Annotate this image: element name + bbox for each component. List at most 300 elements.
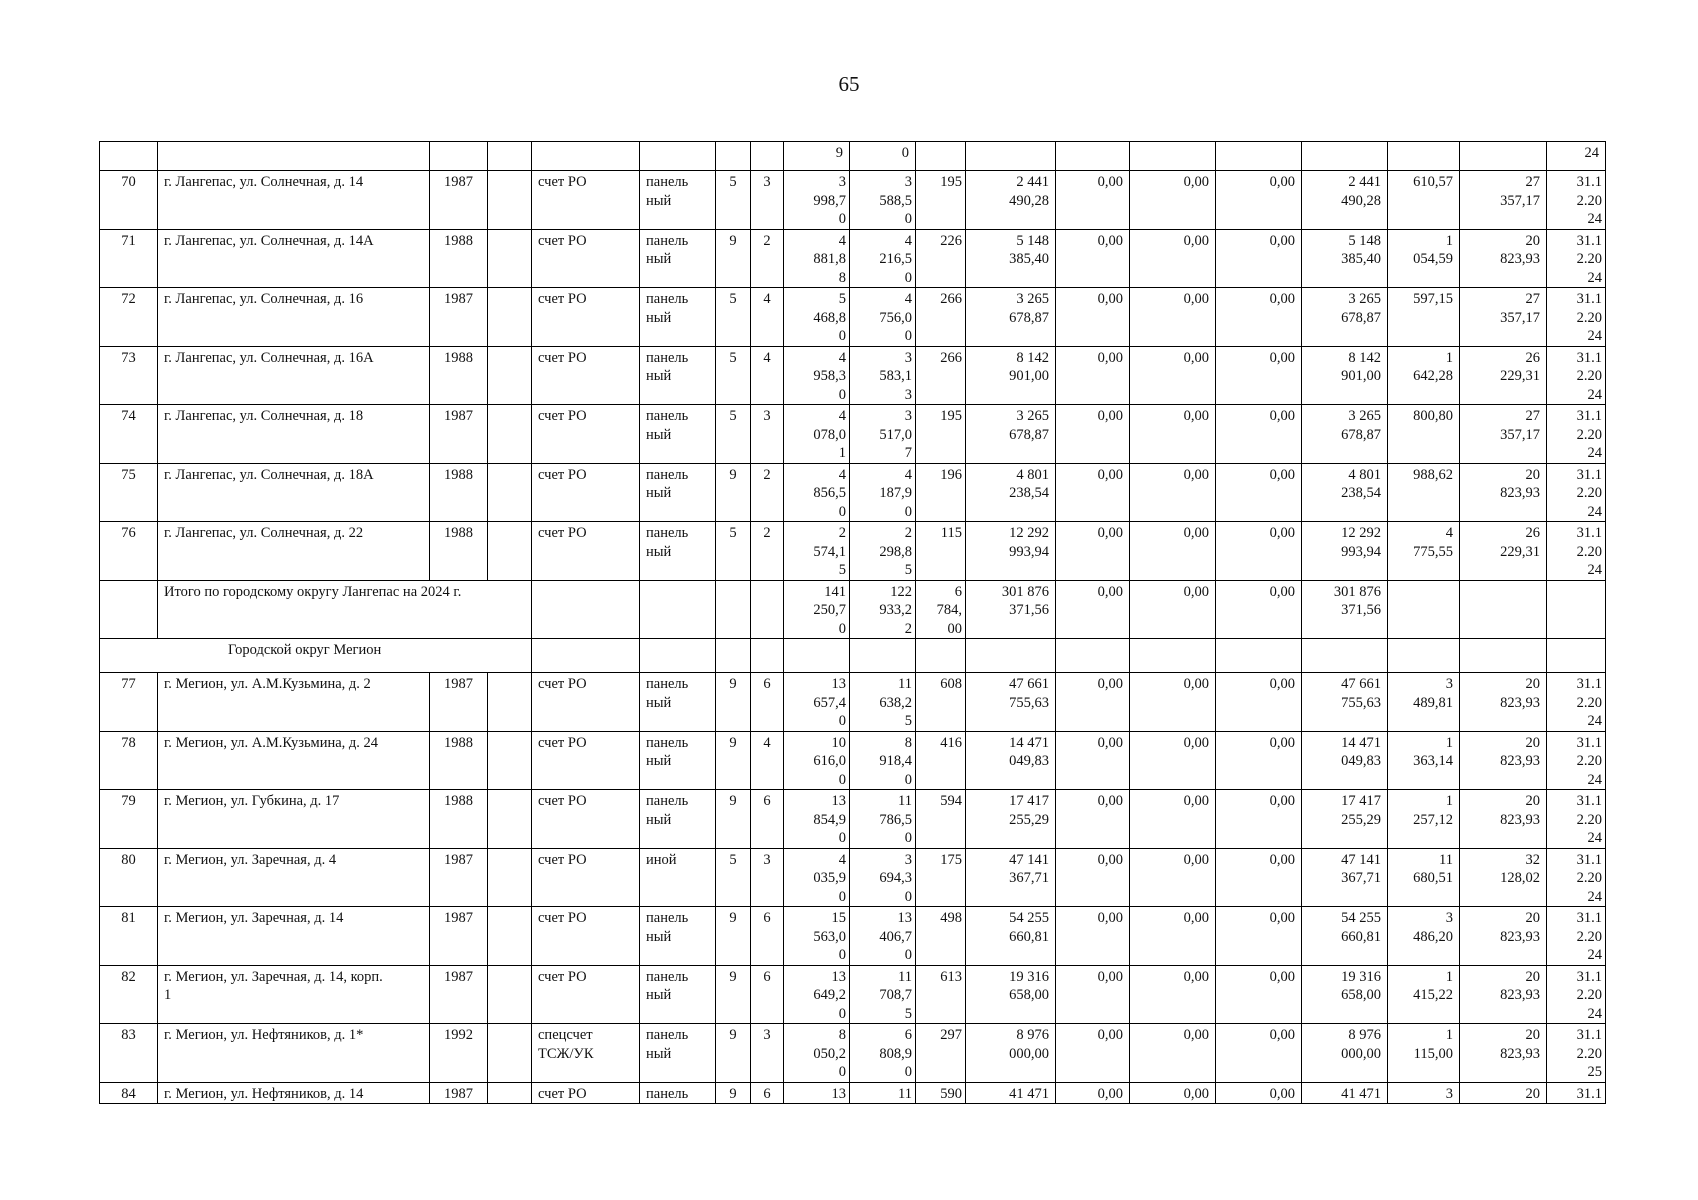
- cell-floors: 5: [716, 346, 751, 405]
- cell-fund-3: 0,00: [1216, 346, 1302, 405]
- cell-fund-1: 0,00: [1056, 965, 1130, 1024]
- cell-area-res: 3 694,3 0: [850, 848, 916, 907]
- cell-limit-cost: 27 357,17: [1460, 288, 1547, 347]
- cell-fund-2: 0,00: [1130, 731, 1216, 790]
- cell-fund-1: 0,00: [1056, 907, 1130, 966]
- cell-fund-1: 0,00: [1056, 463, 1130, 522]
- cell-account: спецсчет ТСЖ/УК: [532, 1024, 640, 1083]
- register-table: [99, 141, 1606, 1104]
- table-row: [100, 346, 1606, 405]
- cell-cost-total: 54 255 660,81: [966, 907, 1056, 966]
- cell-area-total: 13: [784, 1082, 850, 1104]
- cell-empty: [488, 171, 532, 230]
- table-row: [100, 171, 1606, 230]
- cell-fund-1: 0,00: [1056, 790, 1130, 849]
- cell-empty: [488, 229, 532, 288]
- cell-empty: [488, 731, 532, 790]
- cell-empty: [488, 522, 532, 581]
- cell-account: счет РО: [532, 848, 640, 907]
- cell-address: г. Мегион, ул. А.М.Кузьмина, д. 24: [158, 731, 430, 790]
- cell-deadline: 31.1 2.20 24: [1547, 965, 1606, 1024]
- cell-deadline: 31.1 2.20 24: [1547, 288, 1606, 347]
- cell-cost-total: 4 801 238,54: [966, 463, 1056, 522]
- cell-cost-total: 41 471: [966, 1082, 1056, 1104]
- cell-area-res: 11 786,5 0: [850, 790, 916, 849]
- cell-unit-cost: 597,15: [1388, 288, 1460, 347]
- cell-fund-own: 47 141 367,71: [1302, 848, 1388, 907]
- cell-material: панель ный: [640, 171, 716, 230]
- cell-empty: [488, 1024, 532, 1083]
- cell-cost-total: 8 976 000,00: [966, 1024, 1056, 1083]
- cell-fund-3: 0,00: [1216, 1024, 1302, 1083]
- cell-number: 78: [100, 731, 158, 790]
- cell-entrances: 6: [751, 673, 784, 732]
- cell-account: счет РО: [532, 463, 640, 522]
- cell-limit-cost: 20 823,93: [1460, 673, 1547, 732]
- cell-entrances: 3: [751, 1024, 784, 1083]
- cell-area-res: 3 583,1 3: [850, 346, 916, 405]
- cell-unit-cost: 1 115,00: [1388, 1024, 1460, 1083]
- cell-empty: [488, 673, 532, 732]
- cell-year: 1987: [430, 848, 488, 907]
- cell-fund-3: 0,00: [1216, 731, 1302, 790]
- total-fund1: 0,00: [1056, 580, 1130, 639]
- cell-entrances: 2: [751, 463, 784, 522]
- total-area-res: 122 933,2 2: [850, 580, 916, 639]
- cell-fund-own: 54 255 660,81: [1302, 907, 1388, 966]
- cell-floors: 9: [716, 673, 751, 732]
- cell-fund-2: 0,00: [1130, 229, 1216, 288]
- cell-limit-cost: 20 823,93: [1460, 731, 1547, 790]
- cell-fund-2: 0,00: [1130, 346, 1216, 405]
- cell-limit-cost: 20 823,93: [1460, 907, 1547, 966]
- cell-year: 1988: [430, 522, 488, 581]
- cell-residents: 608: [916, 673, 966, 732]
- cell-empty: [488, 346, 532, 405]
- cell-entrances: 6: [751, 790, 784, 849]
- cell-area-res: 11 638,2 5: [850, 673, 916, 732]
- cell-fund-own: 2 441 490,28: [1302, 171, 1388, 230]
- cell-fund-1: 0,00: [1056, 288, 1130, 347]
- cell-fund-3: 0,00: [1216, 790, 1302, 849]
- cell-residents: 175: [916, 848, 966, 907]
- total-row: [100, 580, 1606, 639]
- cell-limit-cost: 26 229,31: [1460, 522, 1547, 581]
- cell-fund-2: 0,00: [1130, 522, 1216, 581]
- total-residents: 6 784, 00: [916, 580, 966, 639]
- page-number: 65: [838, 72, 860, 96]
- cell-unit-cost: 988,62: [1388, 463, 1460, 522]
- cell-cost-total: 12 292 993,94: [966, 522, 1056, 581]
- cell-deadline: 31.1 2.20 24: [1547, 848, 1606, 907]
- cell-deadline: 31.1 2.20 24: [1547, 731, 1606, 790]
- cell-area-total: 15 563,0 0: [784, 907, 850, 966]
- cell-area-total: 8 050,2 0: [784, 1024, 850, 1083]
- cell-fund-1: 0,00: [1056, 229, 1130, 288]
- cell-fund-3: 0,00: [1216, 965, 1302, 1024]
- cell-entrances: 3: [751, 405, 784, 464]
- cell-material: иной: [640, 848, 716, 907]
- cell-number: 71: [100, 229, 158, 288]
- cell-area-total: 4 035,9 0: [784, 848, 850, 907]
- cell-area-total: 4 881,8 8: [784, 229, 850, 288]
- cell-fund-2: 0,00: [1130, 405, 1216, 464]
- cell-unit-cost: 3: [1388, 1082, 1460, 1104]
- section-title: Городской округ Мегион: [100, 639, 532, 673]
- cell-fund-1: 0,00: [1056, 522, 1130, 581]
- table-row: [100, 907, 1606, 966]
- cell-deadline: 31.1 2.20 24: [1547, 907, 1606, 966]
- cell-limit-cost: 20 823,93: [1460, 463, 1547, 522]
- cell-deadline: 31.1: [1547, 1082, 1606, 1104]
- cell-residents: 594: [916, 790, 966, 849]
- cell-limit-cost: 20 823,93: [1460, 1024, 1547, 1083]
- cell-residents: 266: [916, 288, 966, 347]
- cell-limit-cost: 20 823,93: [1460, 965, 1547, 1024]
- cell-cost-total: 3 265 678,87: [966, 288, 1056, 347]
- cell-number: 77: [100, 673, 158, 732]
- cell-fund-own: 8 142 901,00: [1302, 346, 1388, 405]
- cell-number: 74: [100, 405, 158, 464]
- cell-area-total: 9: [784, 142, 850, 171]
- cell-address: г. Мегион, ул. А.М.Кузьмина, д. 2: [158, 673, 430, 732]
- cell-number: 83: [100, 1024, 158, 1083]
- cell-cost-total: 14 471 049,83: [966, 731, 1056, 790]
- table-row: [100, 790, 1606, 849]
- cell-account: счет РО: [532, 1082, 640, 1104]
- cell-cost-total: 3 265 678,87: [966, 405, 1056, 464]
- cell-area-total: 13 657,4 0: [784, 673, 850, 732]
- cell-area-res: 4 756,0 0: [850, 288, 916, 347]
- cell-address: г. Мегион, ул. Заречная, д. 14: [158, 907, 430, 966]
- cell-floors: 5: [716, 522, 751, 581]
- cell-entrances: 3: [751, 171, 784, 230]
- cell-area-res: 6 808,9 0: [850, 1024, 916, 1083]
- cell-fund-2: 0,00: [1130, 907, 1216, 966]
- cell-residents: 297: [916, 1024, 966, 1083]
- cell-year: 1988: [430, 731, 488, 790]
- cell-number: 76: [100, 522, 158, 581]
- cell-address: г. Мегион, ул. Заречная, д. 14, корп. 1: [158, 965, 430, 1024]
- cell-fund-1: 0,00: [1056, 171, 1130, 230]
- cell-address: г. Лангепас, ул. Солнечная, д. 22: [158, 522, 430, 581]
- table-row: [100, 288, 1606, 347]
- cell-year: 1992: [430, 1024, 488, 1083]
- cell-fund-3: 0,00: [1216, 463, 1302, 522]
- cell-fund-3: 0,00: [1216, 229, 1302, 288]
- cell-fund-1: 0,00: [1056, 673, 1130, 732]
- cell-cost-total: 17 417 255,29: [966, 790, 1056, 849]
- cell-number: 82: [100, 965, 158, 1024]
- cell-area-total: 2 574,1 5: [784, 522, 850, 581]
- cell-residents: 196: [916, 463, 966, 522]
- cell-unit-cost: 4 775,55: [1388, 522, 1460, 581]
- cell-limit-cost: 20 823,93: [1460, 790, 1547, 849]
- cell-year: 1987: [430, 1082, 488, 1104]
- cell-address: г. Лангепас, ул. Солнечная, д. 16А: [158, 346, 430, 405]
- cell-fund-own: 4 801 238,54: [1302, 463, 1388, 522]
- cell-fund-own: 3 265 678,87: [1302, 288, 1388, 347]
- cell-material: панель ный: [640, 907, 716, 966]
- cell-address: г. Мегион, ул. Нефтяников, д. 14: [158, 1082, 430, 1104]
- cell-area-res: 3 588,5 0: [850, 171, 916, 230]
- cell-deadline: 31.1 2.20 24: [1547, 790, 1606, 849]
- table-row: [100, 405, 1606, 464]
- table-row: [100, 1024, 1606, 1083]
- cell-material: панель ный: [640, 790, 716, 849]
- cell-number: 81: [100, 907, 158, 966]
- cell-deadline: 31.1 2.20 25: [1547, 1024, 1606, 1083]
- table-row: [100, 1082, 1606, 1104]
- cell-address: г. Лангепас, ул. Солнечная, д. 14А: [158, 229, 430, 288]
- cell-limit-cost: 20: [1460, 1082, 1547, 1104]
- cell-deadline: 31.1 2.20 24: [1547, 405, 1606, 464]
- cell-year: 1987: [430, 288, 488, 347]
- cell-account: счет РО: [532, 907, 640, 966]
- cell-residents: 266: [916, 346, 966, 405]
- cell-material: панель ный: [640, 229, 716, 288]
- cell-address: г. Мегион, ул. Губкина, д. 17: [158, 790, 430, 849]
- cell-fund-own: 8 976 000,00: [1302, 1024, 1388, 1083]
- cell-area-total: 4 078,0 1: [784, 405, 850, 464]
- cell-fund-1: 0,00: [1056, 731, 1130, 790]
- total-area-total: 141 250,7 0: [784, 580, 850, 639]
- total-fund-own: 301 876 371,56: [1302, 580, 1388, 639]
- cell-number: 80: [100, 848, 158, 907]
- cell-material: панель: [640, 1082, 716, 1104]
- cell-floors: 9: [716, 1024, 751, 1083]
- cell-material: панель ный: [640, 731, 716, 790]
- cell-limit-cost: 32 128,02: [1460, 848, 1547, 907]
- cell-fund-3: 0,00: [1216, 405, 1302, 464]
- cell-entrances: 2: [751, 522, 784, 581]
- cell-fund-3: 0,00: [1216, 848, 1302, 907]
- cell-account: счет РО: [532, 171, 640, 230]
- cell-unit-cost: 3 489,81: [1388, 673, 1460, 732]
- cell-floors: 5: [716, 288, 751, 347]
- cell-unit-cost: 1 363,14: [1388, 731, 1460, 790]
- cell-floors: 5: [716, 171, 751, 230]
- cell-material: панель ный: [640, 288, 716, 347]
- cell-floors: 9: [716, 790, 751, 849]
- cell-account: счет РО: [532, 229, 640, 288]
- cell-fund-own: 17 417 255,29: [1302, 790, 1388, 849]
- cell-area-total: 10 616,0 0: [784, 731, 850, 790]
- cell-area-total: 3 998,7 0: [784, 171, 850, 230]
- cell-fund-1: 0,00: [1056, 346, 1130, 405]
- cell-fund-1: 0,00: [1056, 848, 1130, 907]
- cell-entrances: 6: [751, 965, 784, 1024]
- cell-number: 79: [100, 790, 158, 849]
- cell-area-total: 13 649,2 0: [784, 965, 850, 1024]
- cell-residents: 115: [916, 522, 966, 581]
- table-row: [100, 965, 1606, 1024]
- cell-entrances: 6: [751, 1082, 784, 1104]
- cell-unit-cost: 610,57: [1388, 171, 1460, 230]
- cell-unit-cost: 1 415,22: [1388, 965, 1460, 1024]
- cell-address: г. Лангепас, ул. Солнечная, д. 16: [158, 288, 430, 347]
- cell-area-total: 5 468,8 0: [784, 288, 850, 347]
- total-fund2: 0,00: [1130, 580, 1216, 639]
- cell-limit-cost: 27 357,17: [1460, 405, 1547, 464]
- cell-number: 73: [100, 346, 158, 405]
- cell-entrances: 3: [751, 848, 784, 907]
- cell-year: 1988: [430, 463, 488, 522]
- cell-fund-1: 0,00: [1056, 1024, 1130, 1083]
- cell-deadline: 31.1 2.20 24: [1547, 673, 1606, 732]
- cell-fund-2: 0,00: [1130, 463, 1216, 522]
- table-row: [100, 673, 1606, 732]
- cell-deadline: 24: [1547, 142, 1606, 171]
- cell-fund-own: 5 148 385,40: [1302, 229, 1388, 288]
- cell-residents: 498: [916, 907, 966, 966]
- table-row: [100, 522, 1606, 581]
- cell-unit-cost: 800,80: [1388, 405, 1460, 464]
- table-row: [100, 229, 1606, 288]
- cell-address: г. Лангепас, ул. Солнечная, д. 18А: [158, 463, 430, 522]
- cell-number: 72: [100, 288, 158, 347]
- table-row: [100, 848, 1606, 907]
- cell-cost-total: 2 441 490,28: [966, 171, 1056, 230]
- cell-address: г. Мегион, ул. Нефтяников, д. 1*: [158, 1024, 430, 1083]
- cell-unit-cost: 1 054,59: [1388, 229, 1460, 288]
- cell-limit-cost: 20 823,93: [1460, 229, 1547, 288]
- cell-cost-total: 19 316 658,00: [966, 965, 1056, 1024]
- cell-area-total: 4 958,3 0: [784, 346, 850, 405]
- cell-area-res: 13 406,7 0: [850, 907, 916, 966]
- cell-deadline: 31.1 2.20 24: [1547, 229, 1606, 288]
- cell-residents: 590: [916, 1082, 966, 1104]
- cell-fund-3: 0,00: [1216, 907, 1302, 966]
- cell-cost-total: 47 141 367,71: [966, 848, 1056, 907]
- cell-number: 84: [100, 1082, 158, 1104]
- cell-floors: 9: [716, 907, 751, 966]
- total-cost: 301 876 371,56: [966, 580, 1056, 639]
- cell-material: панель ный: [640, 1024, 716, 1083]
- cell-address: г. Мегион, ул. Заречная, д. 4: [158, 848, 430, 907]
- table-row: [100, 463, 1606, 522]
- cell-year: 1987: [430, 965, 488, 1024]
- cell-account: счет РО: [532, 965, 640, 1024]
- cell-area-res: 11: [850, 1082, 916, 1104]
- cell-fund-own: 41 471: [1302, 1082, 1388, 1104]
- cell-account: счет РО: [532, 288, 640, 347]
- cell-material: панель ный: [640, 405, 716, 464]
- cell-cost-total: 47 661 755,63: [966, 673, 1056, 732]
- cell-account: счет РО: [532, 731, 640, 790]
- cell-empty: [488, 965, 532, 1024]
- cell-fund-3: 0,00: [1216, 522, 1302, 581]
- cell-fund-own: 19 316 658,00: [1302, 965, 1388, 1024]
- cell-deadline: 31.1 2.20 24: [1547, 171, 1606, 230]
- cell-residents: 613: [916, 965, 966, 1024]
- cell-area-res: 8 918,4 0: [850, 731, 916, 790]
- cell-area-total: 13 854,9 0: [784, 790, 850, 849]
- cell-material: панель ный: [640, 673, 716, 732]
- cell-unit-cost: 1 642,28: [1388, 346, 1460, 405]
- cell-cost-total: 5 148 385,40: [966, 229, 1056, 288]
- cell-address: г. Лангепас, ул. Солнечная, д. 18: [158, 405, 430, 464]
- cell-fund-2: 0,00: [1130, 790, 1216, 849]
- cell-year: 1988: [430, 229, 488, 288]
- cell-fund-3: 0,00: [1216, 288, 1302, 347]
- cell-unit-cost: 11 680,51: [1388, 848, 1460, 907]
- cell-fund-2: 0,00: [1130, 1082, 1216, 1104]
- cell-deadline: 31.1 2.20 24: [1547, 346, 1606, 405]
- cell-residents: 226: [916, 229, 966, 288]
- cell-fund-2: 0,00: [1130, 171, 1216, 230]
- cell-number: 70: [100, 171, 158, 230]
- cell-area-res: 0: [850, 142, 916, 171]
- cell-floors: 9: [716, 965, 751, 1024]
- cell-entrances: 4: [751, 346, 784, 405]
- cell-fund-own: 3 265 678,87: [1302, 405, 1388, 464]
- cell-area-res: 3 517,0 7: [850, 405, 916, 464]
- cell-floors: 9: [716, 229, 751, 288]
- cell-year: 1988: [430, 790, 488, 849]
- cell-fund-1: 0,00: [1056, 1082, 1130, 1104]
- cell-fund-2: 0,00: [1130, 673, 1216, 732]
- total-fund3: 0,00: [1216, 580, 1302, 639]
- cell-account: счет РО: [532, 522, 640, 581]
- cell-account: счет РО: [532, 405, 640, 464]
- cell-material: панель ный: [640, 522, 716, 581]
- cell-empty: [488, 1082, 532, 1104]
- cell-floors: 5: [716, 405, 751, 464]
- total-label: Итого по городскому округу Лангепас на 2024 г.: [158, 580, 532, 639]
- cell-material: панель ный: [640, 346, 716, 405]
- cell-floors: 9: [716, 731, 751, 790]
- cell-empty: [488, 405, 532, 464]
- cell-year: 1988: [430, 346, 488, 405]
- cell-fund-2: 0,00: [1130, 848, 1216, 907]
- cell-residents: 195: [916, 405, 966, 464]
- cell-entrances: 2: [751, 229, 784, 288]
- cell-entrances: 4: [751, 731, 784, 790]
- cell-deadline: 31.1 2.20 24: [1547, 522, 1606, 581]
- cell-account: счет РО: [532, 673, 640, 732]
- cell-entrances: 4: [751, 288, 784, 347]
- cell-area-res: 4 187,9 0: [850, 463, 916, 522]
- cell-limit-cost: 27 357,17: [1460, 171, 1547, 230]
- section-row: [100, 639, 1606, 673]
- cell-material: панель ный: [640, 463, 716, 522]
- cell-deadline: 31.1 2.20 24: [1547, 463, 1606, 522]
- cell-area-res: 2 298,8 5: [850, 522, 916, 581]
- cell-fund-2: 0,00: [1130, 288, 1216, 347]
- cell-entrances: 6: [751, 907, 784, 966]
- cell-floors: 9: [716, 463, 751, 522]
- cell-unit-cost: 1 257,12: [1388, 790, 1460, 849]
- cell-year: 1987: [430, 907, 488, 966]
- cell-limit-cost: 26 229,31: [1460, 346, 1547, 405]
- table-row: [100, 731, 1606, 790]
- cell-year: 1987: [430, 405, 488, 464]
- cell-empty: [488, 848, 532, 907]
- cell-empty: [488, 907, 532, 966]
- cell-fund-own: 47 661 755,63: [1302, 673, 1388, 732]
- cell-material: панель ный: [640, 965, 716, 1024]
- cell-fund-2: 0,00: [1130, 1024, 1216, 1083]
- cell-area-res: 4 216,5 0: [850, 229, 916, 288]
- cell-unit-cost: 3 486,20: [1388, 907, 1460, 966]
- cell-cost-total: 8 142 901,00: [966, 346, 1056, 405]
- cell-year: 1987: [430, 673, 488, 732]
- cell-residents: 195: [916, 171, 966, 230]
- cell-floors: 9: [716, 1082, 751, 1104]
- cell-area-res: 11 708,7 5: [850, 965, 916, 1024]
- cell-year: 1987: [430, 171, 488, 230]
